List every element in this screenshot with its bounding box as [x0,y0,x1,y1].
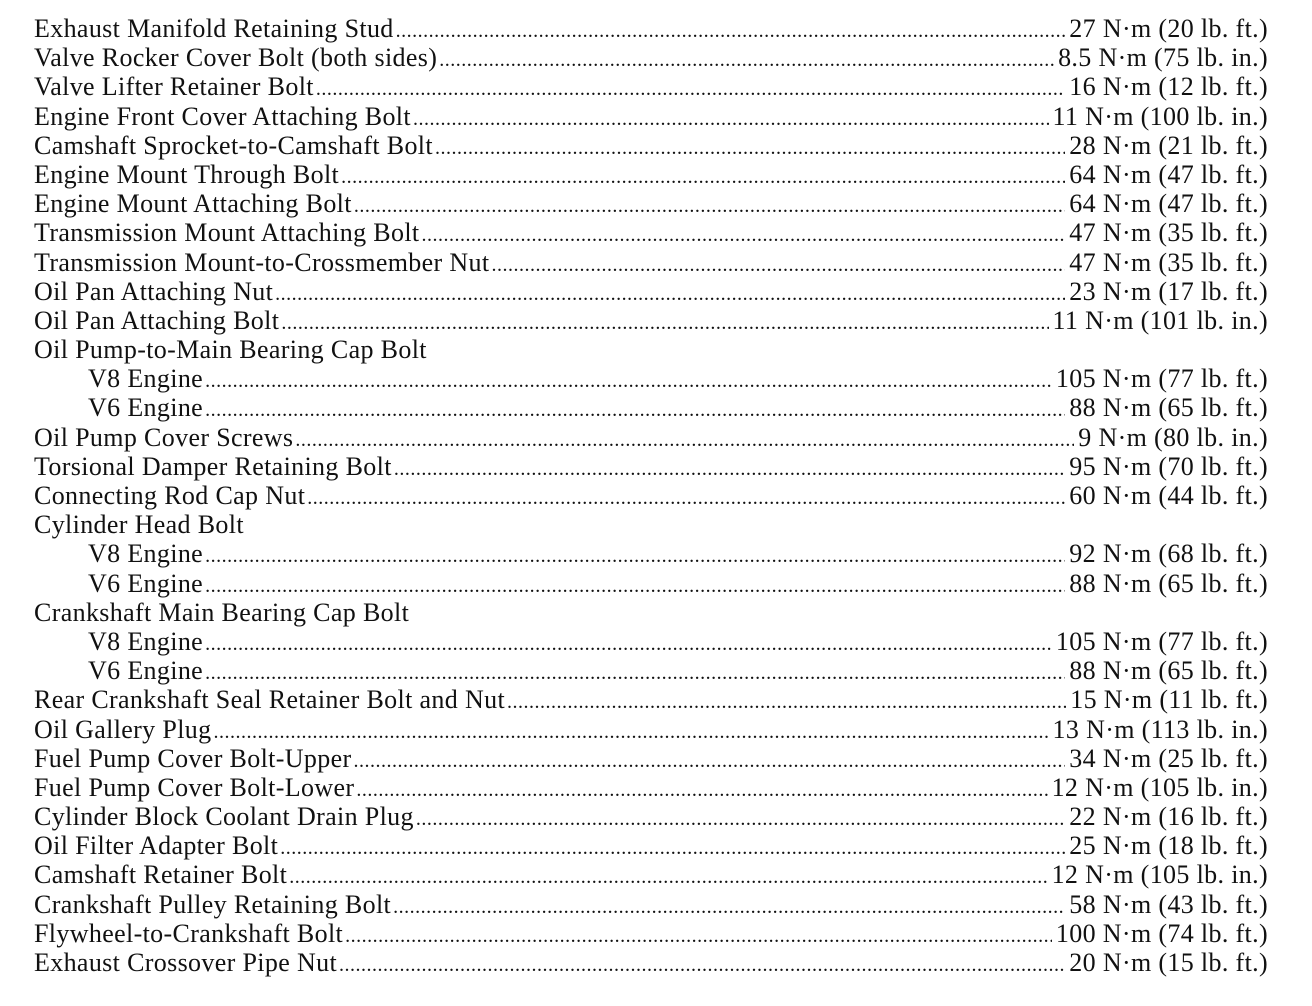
spec-name: Camshaft Retainer Bolt [34,860,288,890]
spec-name: Connecting Rod Cap Nut [34,481,306,510]
spec-name: Torsional Damper Retaining Bolt [34,451,392,481]
spec-row [34,248,1268,277]
spec-group-heading [34,510,1268,539]
spec-value: 13 N·m (113 lb. in.) [1052,714,1268,744]
spec-row [34,773,1268,802]
dot-leader [316,75,1065,104]
spec-row [34,481,1268,510]
spec-value: 12 N·m (105 lb. in.) [1051,772,1268,802]
spec-value: 88 N·m (65 lb. ft.) [1069,568,1268,598]
dot-leader [205,542,1065,571]
spec-name: Valve Rocker Cover Bolt (both sides) [34,43,438,73]
spec-row [34,452,1268,481]
dot-leader [439,46,1054,75]
dot-leader [213,718,1048,747]
spec-group-name: Crankshaft Main Bearing Cap Bolt [34,597,410,627]
spec-value: 23 N·m (17 lb. ft.) [1069,276,1268,306]
spec-name: Oil Pump Cover Screws [34,422,294,452]
spec-name: V8 Engine [88,539,204,569]
dot-leader [507,688,1066,717]
dot-leader [353,747,1065,776]
dot-leader [205,396,1065,425]
spec-name: Rear Crankshaft Seal Retainer Bolt and Nut [34,685,506,715]
dot-leader [435,134,1065,163]
spec-row [34,948,1268,977]
spec-name: Exhaust Manifold Retaining Stud [34,14,394,43]
spec-group-heading [34,598,1268,627]
spec-subrow [34,569,1268,598]
spec-name: Exhaust Crossover Pipe Nut [34,948,338,977]
spec-row [34,102,1268,131]
spec-value: 34 N·m (25 lb. ft.) [1069,743,1268,773]
dot-leader [356,776,1047,805]
dot-leader [307,484,1065,513]
spec-name: V6 Engine [88,656,204,686]
spec-value: 27 N·m (20 lb. ft.) [1069,14,1268,43]
dot-leader [275,280,1065,309]
spec-name: Fuel Pump Cover Bolt-Upper [34,743,352,773]
dot-leader [295,426,1074,455]
dot-leader [339,951,1065,980]
spec-value: 47 N·m (35 lb. ft.) [1069,247,1268,277]
spec-name: Engine Mount Through Bolt [34,159,340,189]
spec-name: Valve Lifter Retainer Bolt [34,72,314,102]
spec-value: 92 N·m (68 lb. ft.) [1069,539,1268,569]
spec-group-heading [34,335,1268,364]
spec-value: 25 N·m (18 lb. ft.) [1069,831,1268,861]
spec-row [34,306,1268,335]
spec-row [34,715,1268,744]
spec-value: 20 N·m (15 lb. ft.) [1069,948,1268,977]
dot-leader [205,659,1065,688]
spec-row [34,685,1268,714]
spec-value: 95 N·m (70 lb. ft.) [1069,451,1268,481]
spec-value: 16 N·m (12 lb. ft.) [1069,72,1268,102]
spec-name: Oil Gallery Plug [34,714,212,744]
spec-name: Oil Pan Attaching Nut [34,276,274,306]
dot-leader [413,105,1049,134]
spec-row [34,744,1268,773]
spec-value: 100 N·m (74 lb. ft.) [1055,918,1268,948]
spec-name: Crankshaft Pulley Retaining Bolt [34,889,392,919]
spec-row [34,131,1268,160]
dot-leader [345,922,1052,951]
dot-leader [491,251,1065,280]
spec-name: Oil Filter Adapter Bolt [34,831,279,861]
spec-value: 28 N·m (21 lb. ft.) [1069,130,1268,160]
spec-row [34,218,1268,247]
dot-leader [280,834,1065,863]
spec-row [34,860,1268,889]
spec-name: Engine Front Cover Attaching Bolt [34,101,411,131]
spec-value: 105 N·m (77 lb. ft.) [1055,364,1268,394]
spec-value: 88 N·m (65 lb. ft.) [1069,393,1268,423]
spec-name: Transmission Mount-to-Crossmember Nut [34,247,490,277]
spec-value: 22 N·m (16 lb. ft.) [1069,802,1268,832]
spec-row [34,802,1268,831]
spec-row [34,919,1268,948]
spec-name: Cylinder Block Coolant Drain Plug [34,802,414,832]
spec-group-name: Cylinder Head Bolt [34,510,244,540]
spec-value: 11 N·m (101 lb. in.) [1052,305,1268,335]
dot-leader [289,863,1047,892]
spec-value: 58 N·m (43 lb. ft.) [1069,889,1268,919]
spec-group-name: Oil Pump-to-Main Bearing Cap Bolt [34,335,427,365]
spec-value: 12 N·m (105 lb. in.) [1051,860,1268,890]
dot-leader [205,572,1065,601]
dot-leader [205,367,1052,396]
dot-leader [421,221,1065,250]
spec-row [34,14,1268,43]
spec-name: Flywheel-to-Crankshaft Bolt [34,918,344,948]
spec-name: Oil Pan Attaching Bolt [34,305,280,335]
spec-row [34,277,1268,306]
spec-row [34,890,1268,919]
spec-row [34,72,1268,101]
spec-subrow [34,656,1268,685]
spec-value: 9 N·m (80 lb. in.) [1078,422,1268,452]
dot-leader [416,805,1065,834]
torque-specification-list [34,14,1268,977]
dot-leader [396,17,1066,46]
spec-name: V8 Engine [88,364,204,394]
spec-subrow [34,364,1268,393]
dot-leader [281,309,1048,338]
spec-subrow [34,627,1268,656]
dot-leader [394,455,1065,484]
spec-row [34,189,1268,218]
spec-row [34,43,1268,72]
spec-name: Camshaft Sprocket-to-Camshaft Bolt [34,130,433,160]
dot-leader [393,893,1065,922]
dot-leader [341,163,1065,192]
spec-name: Engine Mount Attaching Bolt [34,189,352,219]
spec-value: 47 N·m (35 lb. ft.) [1069,218,1268,248]
spec-value: 64 N·m (47 lb. ft.) [1069,159,1268,189]
spec-value: 105 N·m (77 lb. ft.) [1055,626,1268,656]
spec-value: 64 N·m (47 lb. ft.) [1069,189,1268,219]
spec-subrow [34,539,1268,568]
spec-row [34,423,1268,452]
spec-name: V6 Engine [88,568,204,598]
spec-row [34,160,1268,189]
spec-subrow [34,393,1268,422]
dot-leader [354,192,1065,221]
spec-value: 15 N·m (11 lb. ft.) [1070,685,1268,715]
spec-value: 60 N·m (44 lb. ft.) [1069,481,1268,510]
spec-value: 88 N·m (65 lb. ft.) [1069,656,1268,686]
spec-name: V6 Engine [88,393,204,423]
dot-leader [205,630,1052,659]
spec-name: Fuel Pump Cover Bolt-Lower [34,772,355,802]
spec-value: 8.5 N·m (75 lb. in.) [1058,43,1268,73]
spec-value: 11 N·m (100 lb. in.) [1052,101,1268,131]
spec-row [34,831,1268,860]
spec-name: V8 Engine [88,626,204,656]
spec-name: Transmission Mount Attaching Bolt [34,218,420,248]
